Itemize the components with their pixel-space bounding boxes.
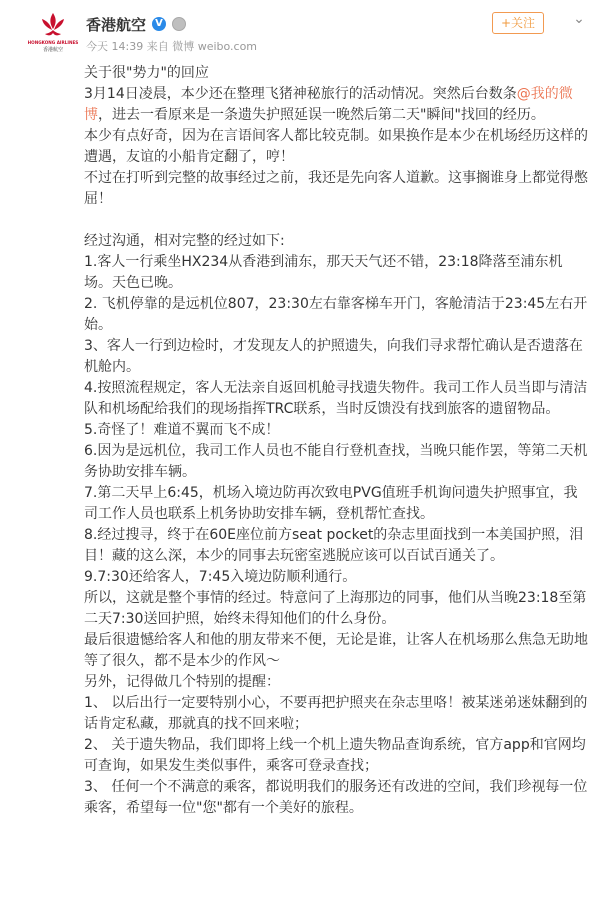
step-item: 8.经过搜寻，终于在60E座位前方seat pocket的杂志里面找到一本美国护照，泪目！藏的这么深，本少的同事去玩密室逃脱应该可以百试百通关了。 [84,527,584,564]
step-item: 3、客人一行到边检时，才发现友人的护照遗失，向我们寻求帮忙确认是否遗落在机舱内。 [84,338,583,375]
svg-text:HONGKONG AIRLINES: HONGKONG AIRLINES [28,40,78,45]
step-item: 2. 飞机停靠的是远机位807，23:30左右靠客梯车开门，客舱清洁于23:45左右开始。 [84,296,588,333]
paragraph-intro [84,84,590,126]
paragraph-curious: 本少有点好奇，因为在言语间客人都比较克制。如果换作是本少在机场经历这样的遭遇，友谊的小船肯定翻了，哼！ [84,128,588,165]
reminder-item: 2、 关于遗失物品，我们即将上线一个机上遗失物品查询系统，官方app和官网均可查询，如果发生类似事件，乘客可登录查找； [84,737,586,774]
account-name-row [86,12,186,36]
step-item: 6.因为是远机位，我司工作人员也不能自行登机查找，当晚只能作罢，等第二天机务协助安排车辆。 [84,443,588,480]
paragraph-intro-a: 3月14日凌晨，本少还在整理飞猪神秘旅行的活动情况。突然后台数条 [84,86,517,102]
paragraph-apology-first: 不过在打听到完整的故事经过之前，我还是先向客人道歉。这事搁谁身上都觉得憋屈！ [84,170,588,207]
step-item: 9.7:30还给客人，7:45入境边防顺利通行。 [84,569,357,585]
reminder-item: 3、 任何一个不满意的乘客，都说明我们的服务还有改进的空间，我们珍视每一位乘客，希望每一位"您"都有一个美好的旅程。 [84,779,588,816]
post-meta [86,38,257,54]
paragraph-summary: 所以，这就是整个事情的经过。特意问了上海那边的同事，他们从当晚23:18至第二天7:30送回护照，始终未得知他们的什么身份。 [84,590,587,627]
post-content [84,63,590,819]
blank-line [84,210,590,231]
account-name[interactable]: 香港航空 [86,15,147,34]
step-item: 1.客人一行乘坐HX234从香港到浦东，那天天气还不错，23:18降落至浦东机场。天色已晚。 [84,254,563,291]
post-header [0,0,600,58]
reminder-item: 1、 以后出行一定要特别小心，不要再把护照夹在杂志里咯！被某迷弟迷妹翻到的话肯定私藏，那就真的找不回来啦； [84,695,588,732]
svg-text:香港航空: 香港航空 [42,47,64,53]
follow-button[interactable]: +关注 [492,12,544,34]
step-item: 4.按照流程规定，客人无法亲自返回机舱寻找遗失物件。我司工作人员当即与清洁队和机场配给我们的现场指挥TRC联系，当时反馈没有找到旅客的遗留物品。 [84,380,588,417]
step-item: 7.第二天早上6:45，机场入境边防再次致电PVG值班手机询问遗失护照事宜，我司工作人员也联系上机务协助安排车辆，登机帮忙查找。 [84,485,578,522]
avatar[interactable] [28,10,78,60]
step-item: 5.奇怪了！难道不翼而飞不成！ [84,422,280,438]
chevron-down-icon[interactable]: ⌄ [573,11,585,27]
hongkong-airlines-logo-icon [28,13,78,53]
mention-link[interactable]: @我的微博 [84,86,573,123]
verified-v-icon: V [152,17,166,31]
steps-intro: 经过沟通，相对完整的经过如下: [84,233,285,249]
post-title: 关于很"势力"的回应 [84,65,209,81]
paragraph-intro-b: ，进去一看原来是一条遗失护照延误一晚然后第二天"瞬间"找回的经历。 [98,107,545,123]
post-source[interactable]: 来自 微博 weibo.com [146,40,258,53]
paragraph-final-apology: 最后很遗憾给客人和他的朋友带来不便，无论是谁，让客人在机场那么焦急无助地等了很久，都不是本少的作风～ [84,632,588,669]
post-time[interactable]: 今天 14:39 [86,40,144,53]
reminders-intro: 另外，记得做几个特别的提醒： [84,674,280,690]
medal-icon[interactable] [172,17,186,31]
